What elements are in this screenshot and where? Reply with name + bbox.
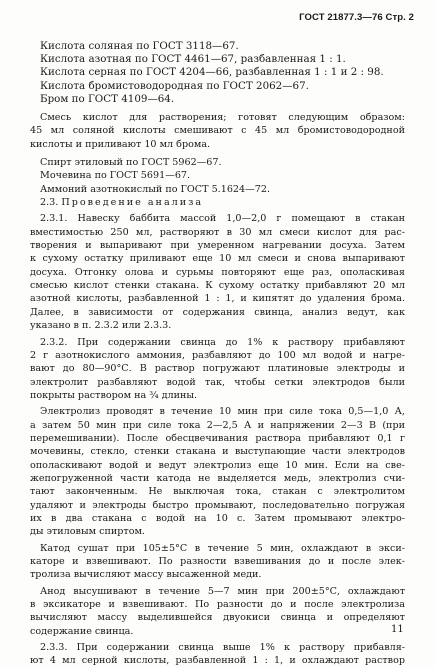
text-line: ополаскивают водой и ведут электролиз еще 10 мин. Если на све- [30,459,405,471]
text-line: 2.3.2. При содержании свинца до 1% к раствору прибавляют [40,336,405,348]
text-line: Электролиз проводят в течение 10 мин при силе тока 0,5—1,0 А, [40,406,405,418]
text-line: к сухому остатку приливают еще 10 мл смеси и снова выпаривают [30,253,405,265]
text-line: жепогруженной части катода не выделяется медь, электролиз счи- [30,472,405,484]
text-line: Анод высушивают в течение 5—7 мин при 200±5°С, охлаждают [40,585,405,597]
text-line: Смесь кислот для растворения; готовят следующим образом: [40,112,405,124]
text-line: смесью кислот стенки стакана. К сухому остатку прибавляют 20 мл [30,280,405,292]
text-line: досуха. Отгонку олова и сурьмы повторяют еще раз, ополаскивая [30,266,405,278]
page-header: ГОСТ 21877.3—76 Стр. 2 [299,12,414,23]
text-line: перемешивании). После обесцвечивания раствора прибавляют 0,1 г [30,432,405,444]
reagent-list [30,40,405,106]
text-line: вычисляют массу выделившейся двуокиси свинца и определяют [30,612,405,624]
page-number: 11 [391,624,404,635]
text-line: 2.3.1. Навеску баббита массой 1,0—2,0 г помещают в стакан [40,213,405,225]
text-line: каторе и взвешивают. По разности взвешивания до и после элек- [30,556,405,568]
section-title [30,196,405,209]
text-line: в эксикаторе и взвешивают. По разности до и после электролиза [30,599,405,611]
section-title-text: Проведение анализа [61,197,204,209]
reagent-item: Спирт этиловый по ГОСТ 5962—67. [40,157,222,169]
text-line: их в два стакана с водой на 10 с. Затем промывают электро- [30,512,405,524]
paragraph-2-3-2 [30,336,405,403]
reagent-item: Кислота бромистоводородная по ГОСТ 2062—67. [40,79,309,92]
text-line: электролит разбавляют водой так, чтобы сетки электродов были [30,376,405,388]
text-line: вместимостью 250 мл, растворяют в 30 мл смеси кислот для рас- [30,226,405,238]
text-line: 45 мл соляной кислоты смешивают с 45 мл бромистоводородной [30,125,405,137]
paragraph-2-3-1 [30,212,405,332]
text-line: мочевины, стекло, стенки стакана и выступающие части электродов [30,446,405,458]
reagent-item: Кислота соляная по ГОСТ 3118—67. [40,40,239,52]
text-line: 2.3.3. При содержании свинца выше 1% к раствору прибавля- [40,642,405,654]
text-line: тают законченным. Не выключая тока, стакан с электролитом [30,486,405,498]
text-line: содержание свинца. [30,625,134,637]
text-line: Далее, в зависимости от содержания свинца, анализ ведут, как [30,306,405,318]
text-line: 2 г азотнокислого аммония, разбавляют до 100 мл водой и нагре- [30,349,405,361]
paragraph-2-3-3 [30,641,405,668]
text-line: творения и выпаривают при умеренном нагревании досуха. Затем [30,240,405,252]
text-line: Катод сушат при 105±5°С в течение 5 мин, охлаждают в экси- [40,542,405,554]
text-line: азотной кислоты, разбавленной 1 : 1, и кипятят до удаления брома. [30,293,405,305]
text-line: а затем 50 мин при силе тока 2—2,5 А и напряжении 2—3 В (при [30,419,405,431]
document-body [30,40,405,668]
text-line: указано в п. 2.3.2 или 2.3.3. [30,320,172,332]
reagent-item: Аммоний азотнокислый по ГОСТ 5.1624—72. [40,183,270,195]
electrolysis-paragraph [30,405,405,538]
text-line: ды этиловым спиртом. [30,526,145,538]
reagent-list-2 [30,156,405,196]
acid-mixture-paragraph [30,111,405,151]
text-line: покрыты раствором на ¾ длины. [30,389,198,401]
text-line: вают до 80—90°С. В раствор погружают платиновые электроды и [30,363,405,375]
reagent-item: Кислота серная по ГОСТ 4204—66, разбавленная 1 : 1 и 2 : 98. [40,66,384,79]
text-line: ют 4 мл серной кислоты, разбавленной 1 : 1, и охлаждают раствор [30,655,405,667]
anode-paragraph [30,585,405,638]
text-line: кислоты и приливают 10 мл брома. [30,138,211,150]
cathode-paragraph [30,542,405,582]
reagent-item: Бром по ГОСТ 4109—64. [40,92,175,105]
reagent-item: Кислота азотная по ГОСТ 4461—67, разбавленная 1 : 1. [40,53,346,66]
text-line: тролиза вычисляют массу высаженной меди. [30,569,262,581]
reagent-item: Мочевина по ГОСТ 5691—67. [40,170,191,182]
text-line: удаляют и электроды быстро промывают, последовательно погружая [30,499,405,511]
section-number: 2.3. [40,197,59,209]
